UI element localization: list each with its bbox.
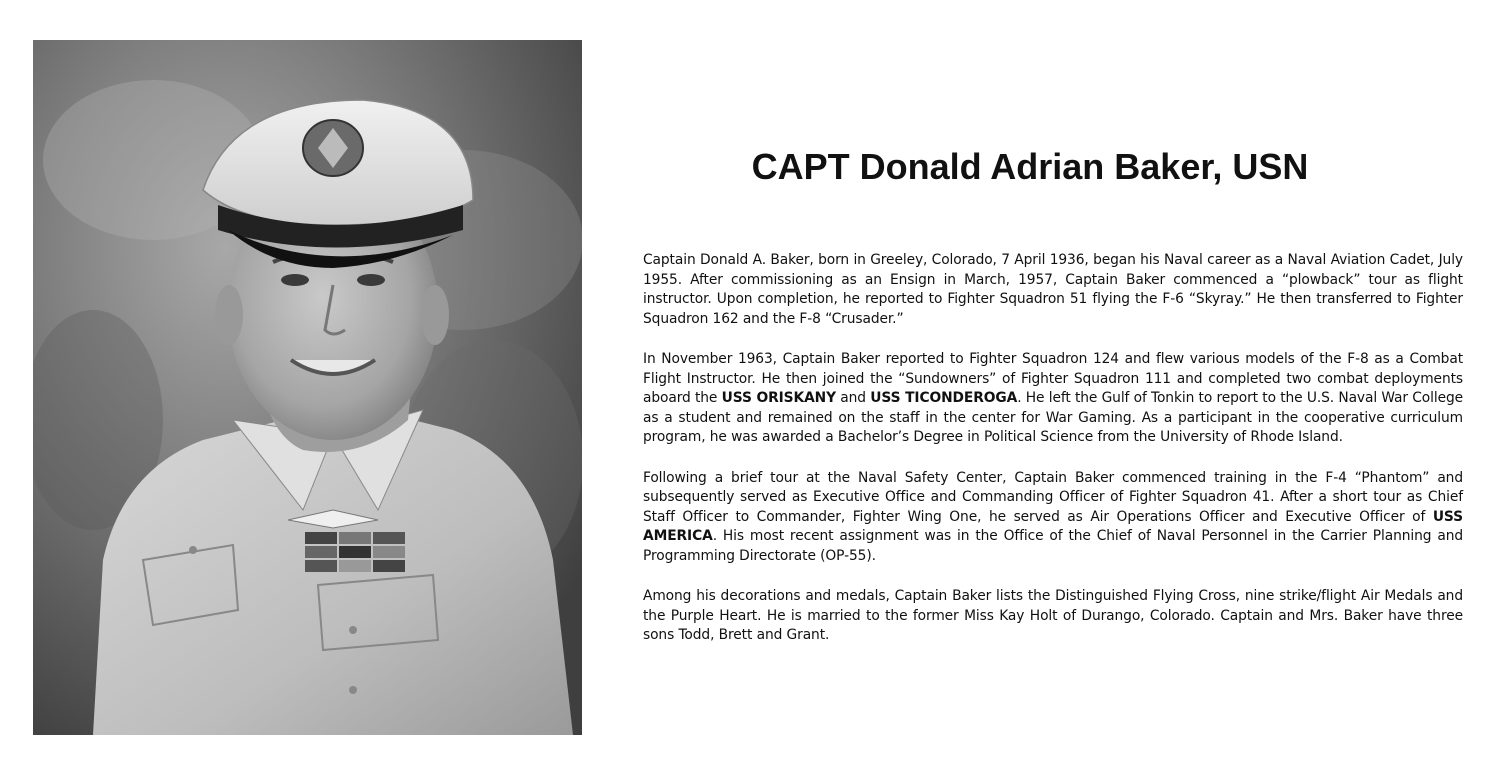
- bio-paragraph-2: [643, 350, 1463, 448]
- bio-paragraph-1: [643, 251, 1463, 329]
- bio-paragraph-4: [643, 587, 1463, 646]
- text-run: . He left the Gulf of Tonkin to report to the U.S. Naval War College as a student and remained on the staff in the center for War Gaming. As a participant in the cooperative curriculum program, he was awarded a Bachelor’s Degree in Political Science from the University of Rhode Island.: [643, 390, 1464, 445]
- bold-text-run: USS TICONDEROGA: [870, 390, 1018, 406]
- bio-paragraph-3: [643, 469, 1463, 567]
- text-run: and: [836, 390, 871, 406]
- text-run: Among his decorations and medals, Captain Baker lists the Distinguished Flying Cross, nine strike/flight Air Medals and the Purple Heart. He is married to the former Miss Kay Holt of Durango, Colorado. Captain and Mrs. Baker have three sons Todd, Brett and Grant.: [643, 588, 1463, 643]
- portrait-photo: [33, 40, 582, 735]
- text-run: Captain Donald A. Baker, born in Greeley, Colorado, 7 April 1936, began his Naval career as a Naval Aviation Cadet, July 1955. After commissioning as an Ensign in March, 1957, Captain Baker commenced a “plowback” tour as flight instructor. Upon completion, he reported to Fighter Squadron 51 flying the F-6 “Skyray.” He then transferred to Fighter Squadron 162 and the F-8 “Crusader.”: [643, 252, 1463, 327]
- text-run: In November 1963, Captain Baker reported to Fighter Squadron 124 and flew various models of the F-8 as a Combat Flight Instructor. He then joined the “Sundowners” of Fighter Squadron 111 and completed two combat deployments aboard the: [643, 351, 1463, 406]
- biography: [643, 251, 1463, 667]
- portrait-illustration: [33, 40, 582, 735]
- bold-text-run: USS AMERICA: [643, 508, 1463, 544]
- text-run: . His most recent assignment was in the Office of the Chief of Naval Personnel in the Carrier Planning and Programming Directorate (OP-55).: [643, 528, 1463, 564]
- bold-text-run: USS ORISKANY: [721, 390, 837, 406]
- page-title: CAPT Donald Adrian Baker, USN: [751, 146, 1309, 187]
- text-run: Following a brief tour at the Naval Safety Center, Captain Baker commenced training in the F-4 “Phantom” and subsequently served as Executive Office and Commanding Officer of Fighter Squadron 41. After a short tour as Chief Staff Officer to Commander, Fighter Wing One, he served as Air Operations Officer and Executive Officer of: [643, 469, 1463, 525]
